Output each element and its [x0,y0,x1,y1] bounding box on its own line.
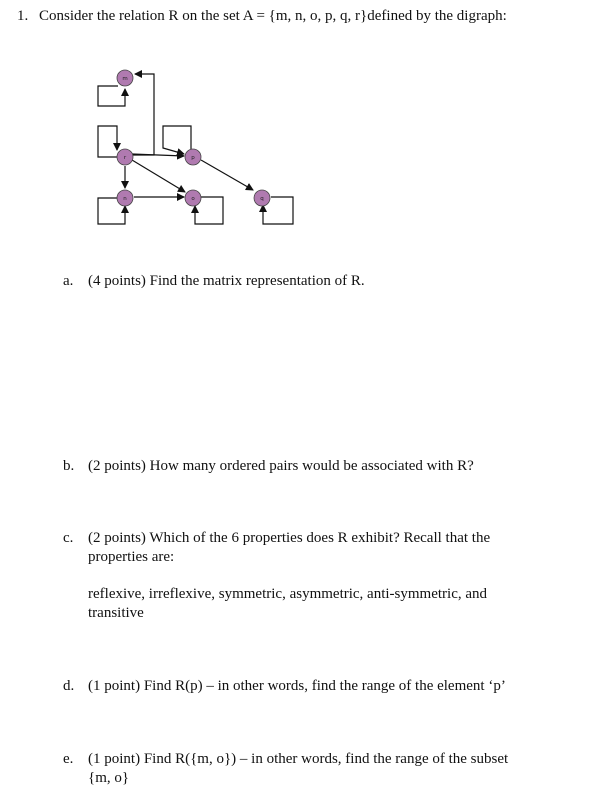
part-c [63,529,533,623]
part-c-text: (2 points) Which of the 6 properties does R exhibit? Recall that the properties are: [88,530,491,565]
node-label-o: o [191,196,195,202]
part-d-letter: d. [63,678,75,694]
question-header [17,7,602,26]
question-number: 1. [17,8,29,24]
node-r [117,149,133,165]
node-label-p: p [191,155,195,161]
relation-digraph [88,62,303,232]
part-d-text: (1 point) Find R(p) – in other words, find the range of the element ‘p’ [88,678,506,694]
node-label-r: r [123,155,127,161]
edge-r-o [132,160,185,192]
part-b [63,457,563,476]
node-label-m: m [122,76,128,82]
node-q [254,190,270,206]
node-n [117,190,133,206]
node-o [185,190,201,206]
question-text: Consider the relation R on the set A = {m, n, o, p, q, r}defined by the digraph: [39,8,507,24]
loop-p [163,126,191,154]
edge-r-m [131,74,154,155]
part-a [63,272,563,291]
part-c-letter: c. [63,530,74,546]
loop-m [98,86,125,106]
node-label-q: q [260,196,264,202]
part-d [63,677,583,696]
part-b-text: (2 points) How many ordered pairs would be associated with R? [88,458,474,474]
node-m [117,70,133,86]
part-a-text: (4 points) Find the matrix representation of R. [88,273,365,289]
part-e-text: (1 point) Find R({m, o}) – in other words, find the range of the subset {m, o} [88,751,509,786]
node-p [185,149,201,165]
loop-r [98,126,118,157]
part-e-letter: e. [63,751,74,767]
node-label-n: n [123,196,127,202]
part-e [63,750,533,788]
part-a-letter: a. [63,273,74,289]
edge-p-q [201,160,253,190]
part-c-properties: reflexive, irreflexive, symmetric, asymmetric, anti-symmetric, and transitive [88,586,488,621]
part-b-letter: b. [63,458,75,474]
